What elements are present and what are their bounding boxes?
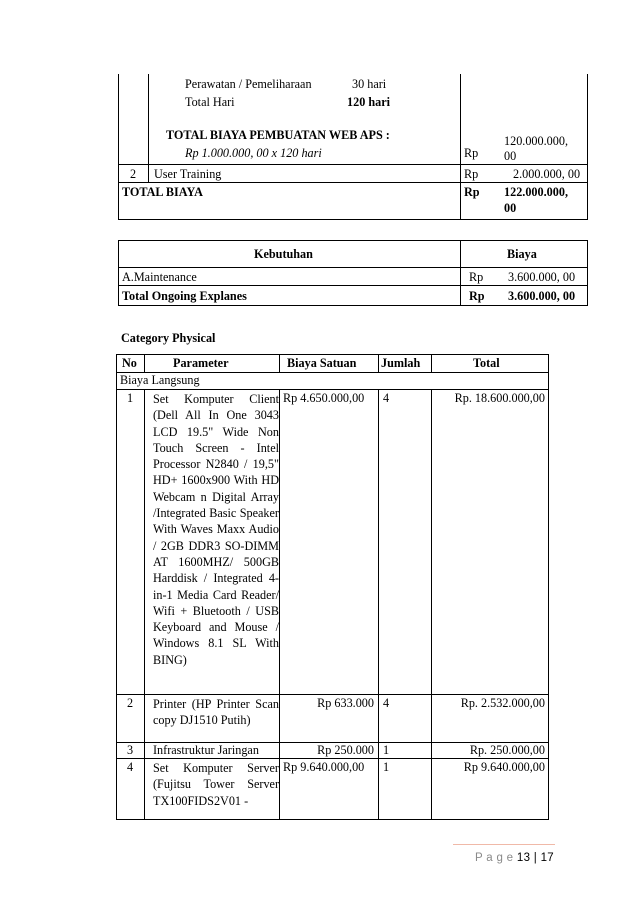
grand-total-amount-line2: 00 (504, 201, 517, 215)
grand-total-label: TOTAL BIAYA (122, 185, 203, 199)
training-no: 2 (130, 167, 137, 181)
group-label: Biaya Langsung (120, 373, 200, 387)
row3-no: 3 (127, 743, 134, 757)
web-cost-table (118, 74, 588, 220)
ongoing-cost-table (118, 240, 588, 306)
page-footer (475, 852, 554, 864)
row4-parameter: Set Komputer Server (Fujitsu Tower Server TX100FIDS2V01 - (153, 761, 279, 808)
grand-total-amount-line1: 122.000.000, (504, 185, 568, 199)
maintenance-amount: 3.600.000, 00 (508, 270, 576, 284)
row3-total: Rp. 250.000,00 (469, 743, 545, 757)
web-total-amount-line1: 120.000.000, (504, 134, 568, 148)
category-title: Category Physical (121, 331, 216, 345)
header-total: Total (473, 356, 500, 370)
row2-unit-cost: Rp 633.000 (317, 696, 374, 710)
row2-total: Rp. 2.532.000,00 (460, 696, 545, 710)
maintenance-days-label: Perawatan / Pemeliharaan (185, 77, 312, 91)
row4-no: 4 (127, 760, 134, 774)
row1-unit-cost: Rp 4.650.000,00 (283, 391, 365, 405)
row1-total: Rp. 18.600.000,00 (454, 391, 545, 405)
row2-qty: 4 (383, 696, 390, 710)
row1-parameter: Set Komputer Client (Dell All In One 3043 LCD 19.5" Wide Non Touch Screen - Intel Processor N2840 / 19,5" HD+ 1600x900 With HD Webcam n Digital Array /Integrated Basic Speaker With Waves Maxx Audio / 2GB DDR3 SO-DIMM AT 1600MHZ/ 500GB Harddisk / Integrated 4-in-1 Media Card Reader/ Wifi + Bluetooth / USB Keyboard and Mouse / Windows 8.1 SL With BING) (153, 392, 279, 667)
ongoing-total-currency: Rp (469, 289, 485, 303)
web-total-currency: Rp (464, 146, 479, 160)
physical-cost-table (116, 354, 549, 820)
row3-unit-cost: Rp 250.000 (317, 743, 374, 757)
header-need: Kebutuhan (254, 247, 313, 261)
total-days-label: Total Hari (185, 95, 235, 109)
header-qty: Jumlah (381, 356, 421, 370)
training-label: User Training (154, 167, 222, 181)
row1-qty: 4 (383, 391, 390, 405)
row4-qty: 1 (383, 760, 390, 774)
row3-qty: 1 (383, 743, 390, 757)
row1-no: 1 (127, 391, 134, 405)
row4-unit-cost: Rp 9.640.000,00 (283, 760, 365, 774)
web-total-amount-line2: 00 (504, 149, 517, 163)
training-currency: Rp (464, 167, 479, 181)
header-unit-cost: Biaya Satuan (287, 356, 357, 370)
maintenance-label: A.Maintenance (122, 270, 197, 284)
ongoing-total-label: Total Ongoing Explanes (122, 289, 247, 303)
row3-parameter: Infrastruktur Jaringan (153, 743, 259, 757)
maintenance-currency: Rp (469, 270, 484, 284)
header-cost: Biaya (507, 247, 537, 261)
web-total-heading: TOTAL BIAYA PEMBUATAN WEB APS : (166, 128, 390, 142)
row2-parameter: Printer (HP Printer Scan copy DJ1510 Putih) (153, 697, 279, 728)
row4-total: Rp 9.640.000,00 (463, 760, 545, 774)
footer-page-number: 13 (516, 852, 531, 864)
footer-separator: | (533, 852, 538, 864)
footer-total-pages: 17 (540, 852, 554, 864)
training-amount: 2.000.000, 00 (513, 167, 581, 181)
header-parameter: Parameter (173, 356, 229, 370)
footer-page-word: P a g e (475, 852, 514, 864)
ongoing-total-amount: 3.600.000, 00 (508, 289, 576, 303)
web-total-formula: Rp 1.000.000, 00 x 120 hari (185, 146, 322, 160)
grand-total-currency: Rp (464, 185, 480, 199)
total-days-value: 120 hari (347, 95, 390, 109)
row2-no: 2 (127, 696, 134, 710)
header-no: No (122, 356, 137, 370)
maintenance-days-value: 30 hari (352, 77, 387, 91)
footer-rule (453, 844, 555, 845)
